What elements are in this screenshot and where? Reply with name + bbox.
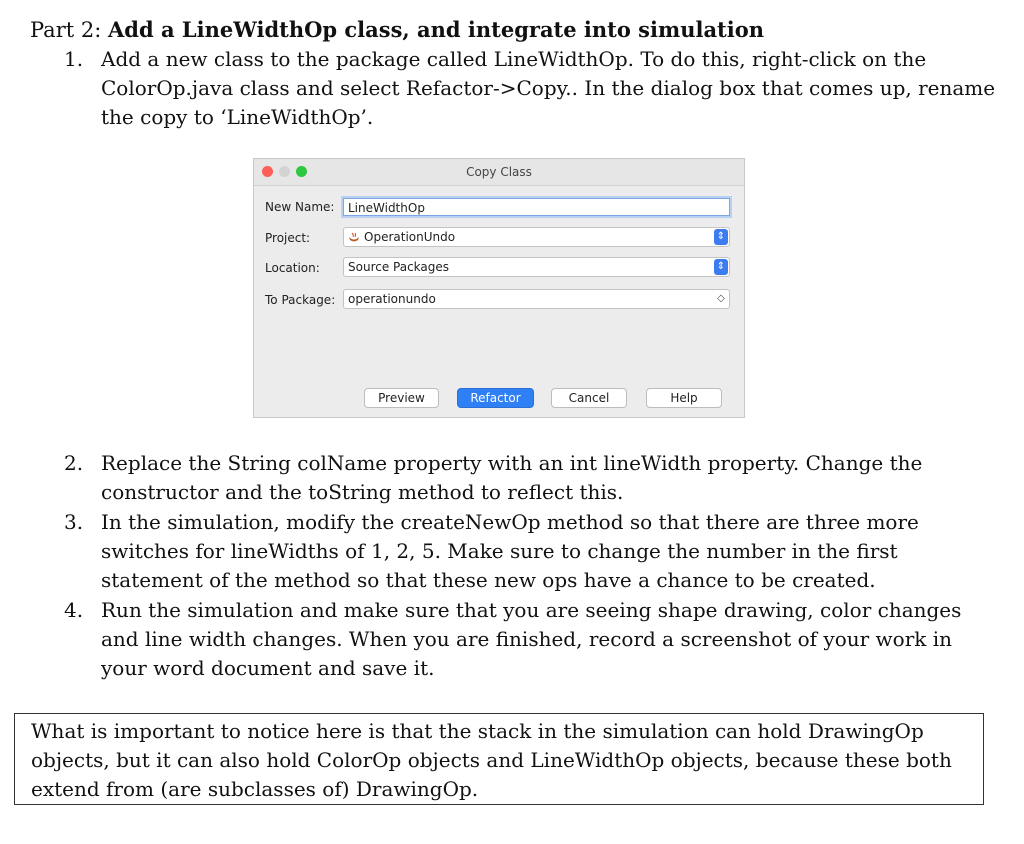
to-package-select[interactable] (343, 289, 730, 309)
list-text: Run the simulation and make sure that you are seeing shape drawing, color changes and line width changes. When you are finished, record a screenshot of your work in your word document and save it. (101, 598, 962, 680)
dialog-titlebar (254, 159, 744, 186)
list-number: 4. (64, 598, 84, 622)
list-text: Replace the String colName property with an int lineWidth property. Change the constructor and the toString method to reflect this. (101, 451, 923, 504)
project-value: OperationUndo (364, 230, 456, 244)
list-text: Add a new class to the package called LineWidthOp. To do this, right-click on the ColorOp.java class and select Refactor->Copy.. In the dialog box that comes up, rename the copy to ‘LineWidthOp’. (101, 47, 996, 129)
new-name-input[interactable]: LineWidthOp (343, 198, 730, 216)
package-value: operationundo (348, 292, 436, 306)
to-package-label: To Package: (265, 293, 336, 307)
location-value: Source Packages (348, 260, 450, 274)
list-number: 2. (64, 451, 84, 475)
note-text: What is important to notice here is that the stack in the simulation can hold DrawingOp objects, but it can also hold ColorOp objects and LineWidthOp objects, because these both extend from (are subclasses of) DrawingOp. (31, 719, 952, 801)
chevron-updown-icon[interactable]: ⇕ (714, 229, 728, 245)
list-number: 1. (64, 47, 84, 71)
heading-title: Add a LineWidthOp class, and integrate into simulation (107, 17, 765, 42)
dialog-title: Copy Class (466, 165, 532, 179)
project-label: Project: (265, 231, 311, 245)
section-heading (30, 15, 764, 45)
help-button[interactable]: Help (646, 388, 722, 408)
project-select[interactable] (343, 227, 730, 247)
refactor-button[interactable]: Refactor (457, 388, 534, 408)
location-select[interactable] (343, 257, 730, 277)
list-text: In the simulation, modify the createNewOp method so that there are three more switches for lineWidths of 1, 2, 5. Make sure to change the number in the first statement of the method so that these new ops have a chance to be created. (101, 510, 919, 592)
chevron-updown-icon[interactable]: ⇕ (714, 259, 728, 275)
location-label: Location: (265, 261, 320, 275)
list-number: 3. (64, 510, 84, 534)
cancel-button[interactable]: Cancel (551, 388, 627, 408)
new-name-label: New Name: (265, 200, 335, 214)
chevron-updown-icon[interactable]: ◇ (717, 293, 725, 304)
note-box (14, 713, 984, 805)
java-project-icon (348, 232, 360, 242)
preview-button[interactable]: Preview (364, 388, 439, 408)
heading-prefix: Part 2: (30, 18, 108, 42)
copy-class-dialog (253, 158, 745, 418)
